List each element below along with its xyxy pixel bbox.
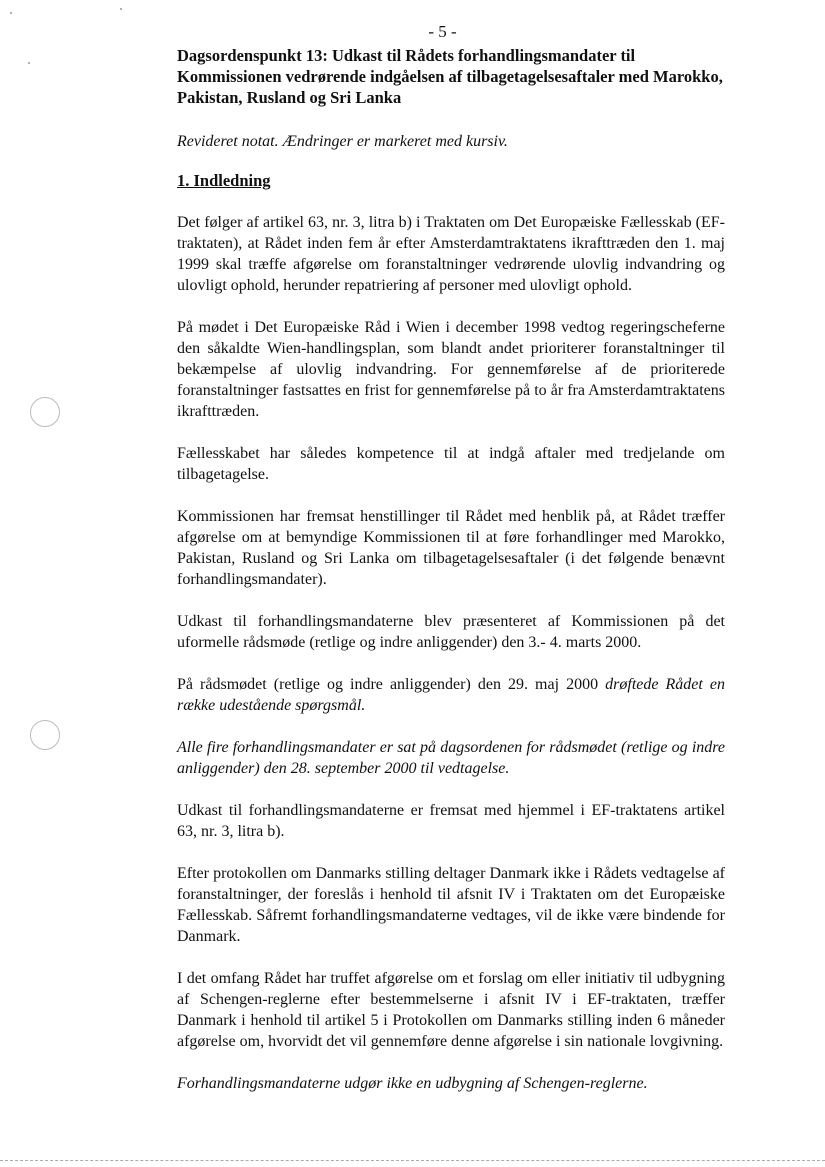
paragraph-6-plain: På rådsmødet (retlige og indre anliggender) den 29. maj 2000 (177, 676, 606, 693)
paragraph-10: I det omfang Rådet har truffet afgørelse om et forslag om eller initiativ til udbygning af Schengen-reglerne efter bestemmelserne i afsnit IV i EF-traktaten, træffer Danmark i henhold til artikel 5 i Protokollen om Danmarks stilling inden 6 måneder afgørelse om, hvorvidt det vil gennemføre denne afgørelse i sin nationale lovgivning. (177, 970, 725, 1050)
revision-note: Revideret notat. Ændringer er markeret med kursiv. (177, 133, 508, 150)
paragraph-3: Fællesskabet har således kompetence til at indgå aftaler med tredjelande om tilbagetagelse. (177, 445, 725, 483)
scan-speck (28, 62, 30, 64)
page-number: - 5 - (428, 22, 457, 41)
paragraph-7: Alle fire forhandlingsmandater er sat på dagsordenen for rådsmødet (retlige og indre anliggender) den 28. september 2000 til vedtagelse. (177, 739, 725, 777)
paragraph-11: Forhandlingsmandaterne udgør ikke en udbygning af Schengen-reglerne. (177, 1075, 648, 1092)
paragraph-4: Kommissionen har fremsat henstillinger til Rådet med henblik på, at Rådet træffer afgørelse om at bemyndige Kommissionen til at føre forhandlinger med Marokko, Pakistan, Rusland og Sri Lanka om tilbagetagelsesaftaler (i det følgende benævnt forhandlingsmandater). (177, 508, 725, 588)
section-heading: 1. Indledning (177, 171, 271, 190)
punch-hole-lower (30, 720, 60, 750)
paragraph-9: Efter protokollen om Danmarks stilling deltager Danmark ikke i Rådets vedtagelse af foranstaltninger, der foreslås i henhold til afsnit IV i Traktaten om det Europæiske Fællesskab. Såfremt forhandlingsmandaterne vedtages, vil de ikke være bindende for Danmark. (177, 865, 725, 945)
document-body (177, 45, 725, 1115)
punch-hole-upper (30, 397, 60, 427)
scan-speck (10, 12, 12, 14)
page-bottom-edge (0, 1160, 825, 1161)
paragraph-8: Udkast til forhandlingsmandaterne er fremsat med hjemmel i EF-traktatens artikel 63, nr. 3, litra b). (177, 802, 725, 840)
paragraph-2: På mødet i Det Europæiske Råd i Wien i december 1998 vedtog regeringscheferne den såkaldte Wien-handlingsplan, som blandt andet prioriterer foranstaltninger til bekæmpelse af ulovlig indvandring. For gennemførelse af de prioriterede foranstaltninger fastsattes en frist for gennemførelse på to år fra Amsterdamtraktatens ikrafttræden. (177, 319, 725, 420)
agenda-item-title: Dagsordenspunkt 13: Udkast til Rådets forhandlingsmandater til Kommissionen vedrørende indgåelsen af tilbagetagelsesaftaler med Marokko, Pakistan, Rusland og Sri Lanka (177, 46, 723, 107)
scan-speck (120, 8, 122, 10)
paragraph-5: Udkast til forhandlingsmandaterne blev præsenteret af Kommissionen på det uformelle rådsmøde (retlige og indre anliggender) den 3.- 4. marts 2000. (177, 613, 725, 651)
paragraph-6-italic: drøftede Rådet en række udestående spørgsmål. (177, 676, 725, 714)
paragraph-1: Det følger af artikel 63, nr. 3, litra b) i Traktaten om Det Europæiske Fællesskab (EF-traktaten), at Rådet inden fem år efter Amsterdamtraktatens ikrafttræden den 1. maj 1999 skal træffe afgørelse om foranstaltninger vedrørende ulovlig indvandring og ulovligt ophold, herunder repatriering af personer med ulovligt ophold. (177, 214, 725, 294)
paragraph-6 (177, 674, 725, 716)
